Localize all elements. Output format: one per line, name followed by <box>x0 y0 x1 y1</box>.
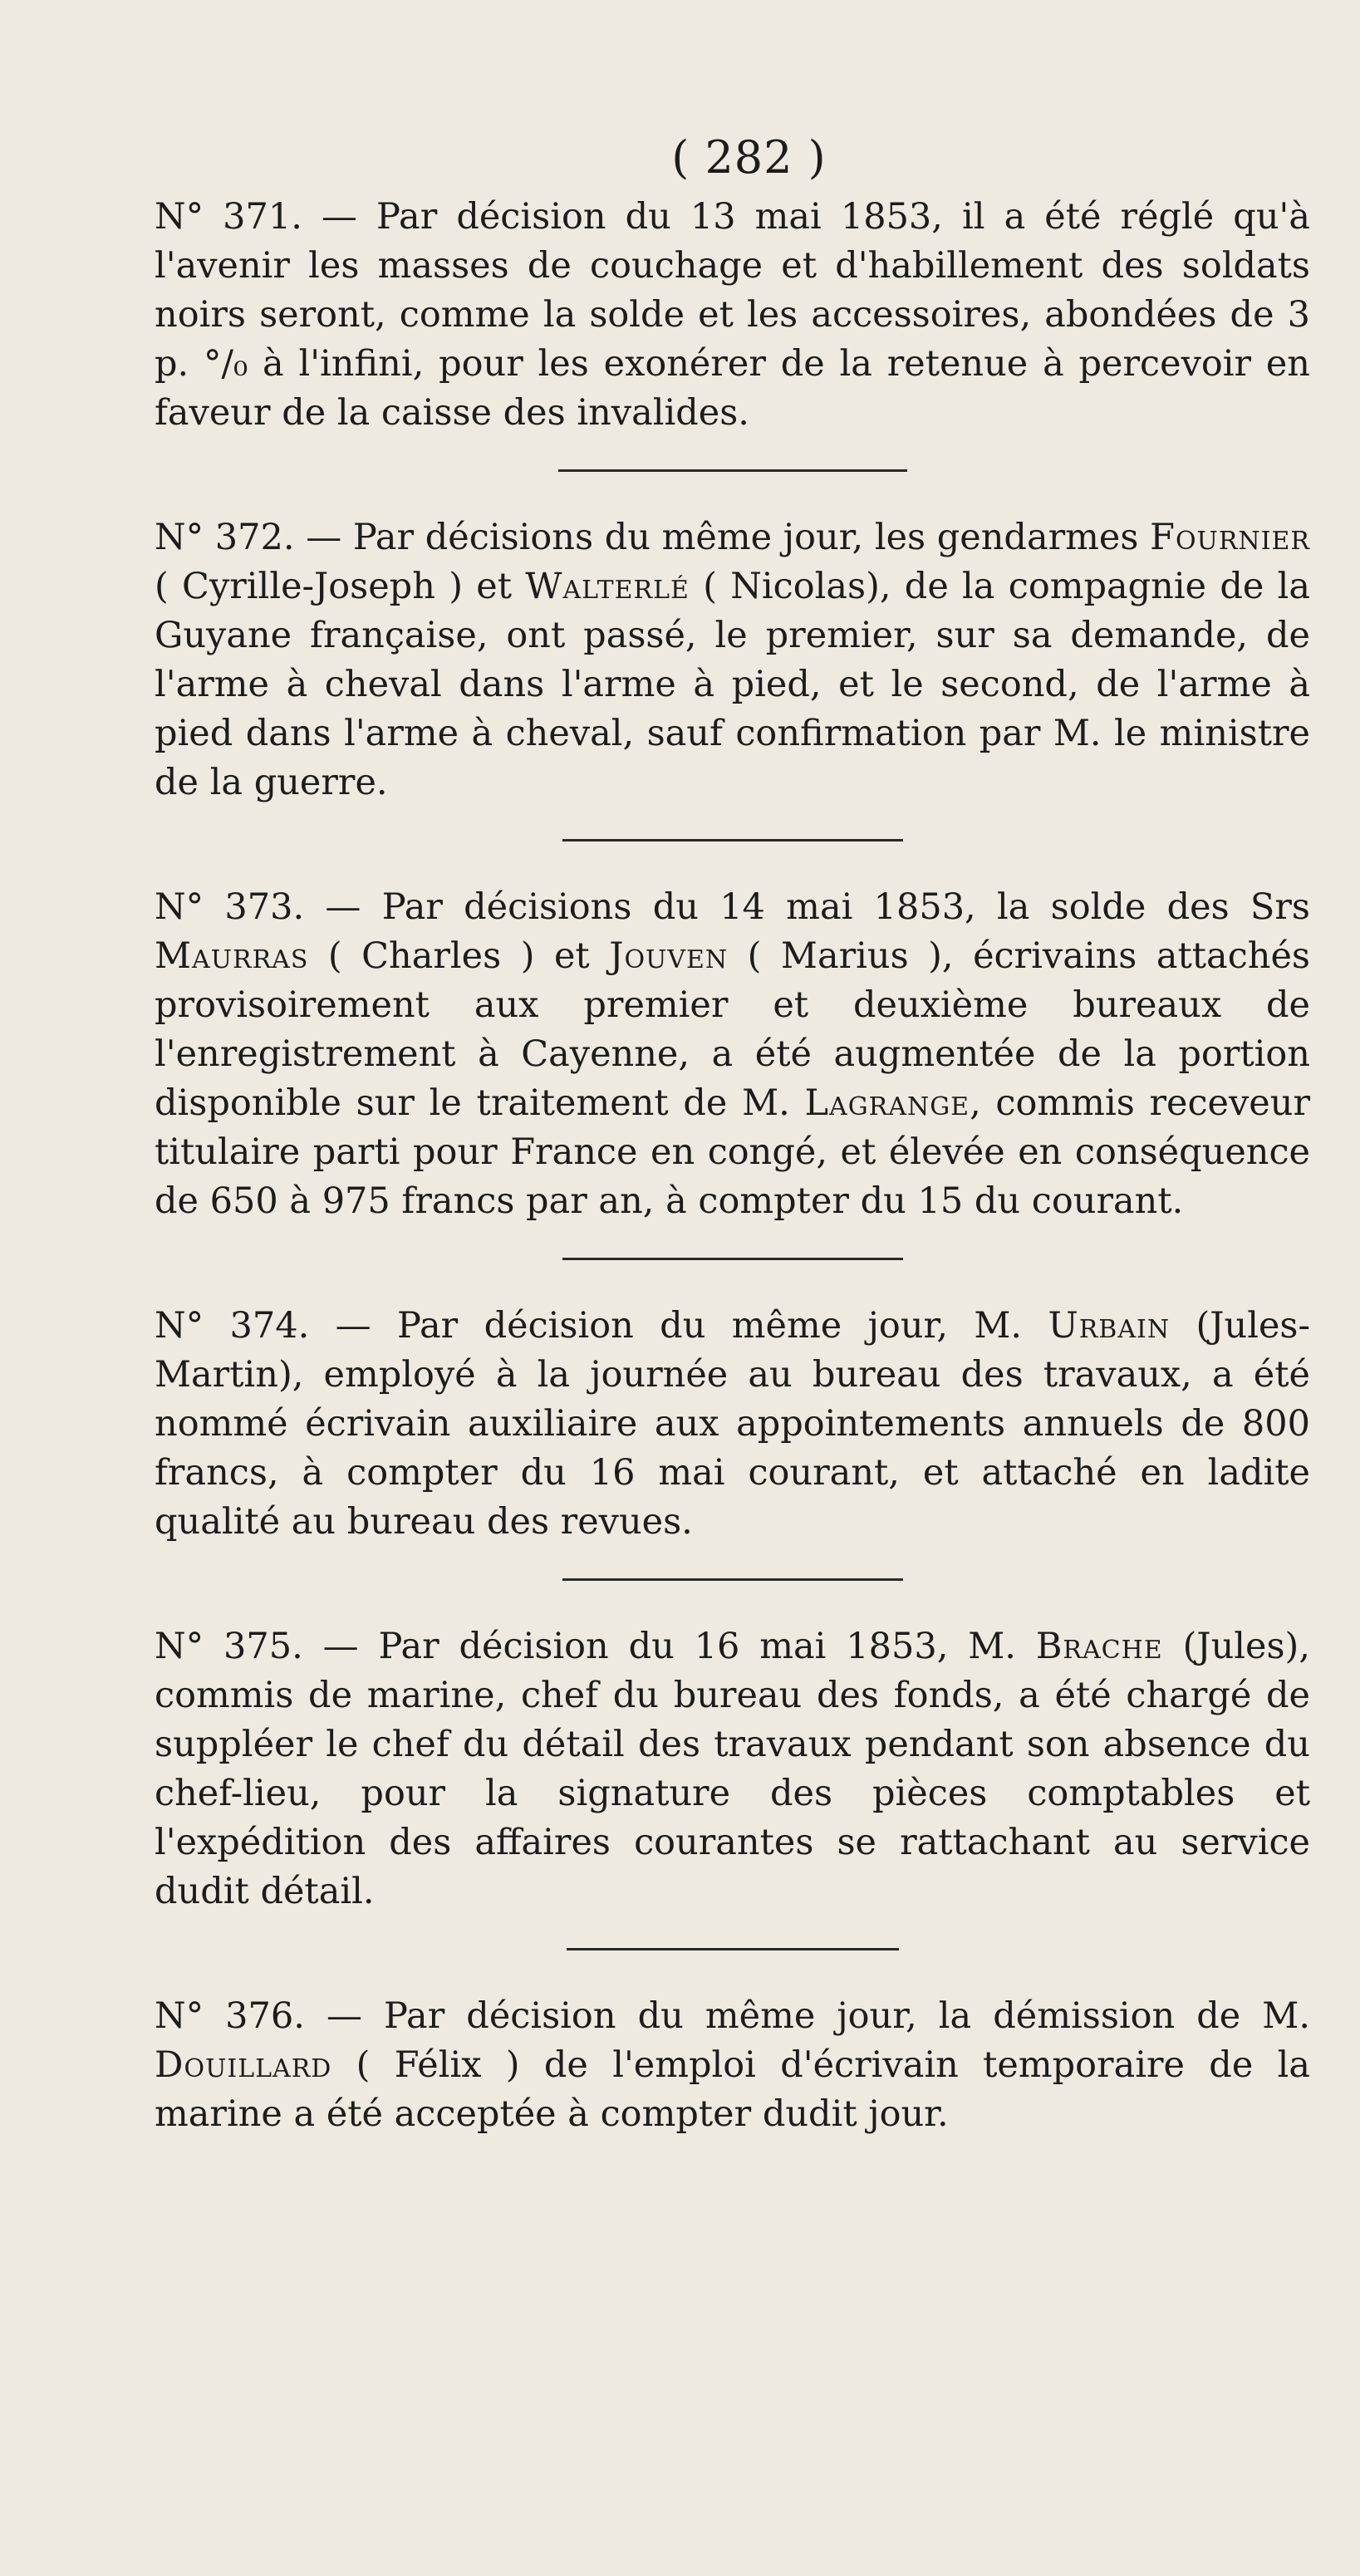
entry-text: — Par décision du même jour, M. <box>335 1305 1048 1347</box>
entry-376 <box>155 1992 1310 2139</box>
entry-text: ( Marius ), écrivains attachés provisoirement aux premier et deuxième bureaux de l'enregistrement à Cayenne, a été augmentée de la portion disponible sur le traitement de M. <box>155 935 1310 1124</box>
entry-text: , commis receveur titulaire parti pour France en congé, et élevée en conséquence de 650 à 975 francs par an, à compter du 15 du courant. <box>155 1082 1310 1222</box>
entry-text: — Par décision du 13 mai 1853, il a été réglé qu'à l'avenir les masses de couchage et d'habillement des soldats noirs seront, comme la solde et les accessoires, abondées de 3 p. °/₀ à l'infini, pour les exonérer de la retenue à percevoir en faveur de la caisse des invalides. <box>155 196 1310 434</box>
person-name: Brache <box>1035 1626 1163 1667</box>
entry-text: ( Nicolas), de la compagnie de la Guyane française, ont passé, le premier, sur sa demande, de l'arme à cheval dans l'arme à pied, et le second, de l'arme à pied dans l'arme à cheval, sauf confirmation par M. le ministre de la guerre. <box>155 566 1310 803</box>
entry-text: (Jules-Martin), employé à la journée au bureau des travaux, a été nommé écrivain auxiliaire aux appointements annuels de 800 francs, à compter du 16 mai courant, et attaché en ladite qualité au bureau des revues. <box>155 1305 1311 1543</box>
person-name: Jouven <box>609 935 729 977</box>
entry-text: ( Félix ) de l'emploi d'écrivain temporaire de la marine a été acceptée à compter dudit jour. <box>155 2044 1310 2135</box>
person-name: Fournier <box>1150 517 1310 558</box>
entry-375 <box>155 1622 1310 1916</box>
separator-rule <box>567 1948 899 1950</box>
entry-371 <box>155 193 1310 438</box>
entry-number: N° 374. <box>155 1305 310 1347</box>
person-name: Urbain <box>1048 1305 1171 1347</box>
person-name: Walterlé <box>525 566 690 607</box>
separator-rule <box>562 1578 903 1581</box>
separator-rule <box>562 1258 903 1260</box>
entry-372 <box>155 513 1310 807</box>
entry-text: ( Charles ) et <box>308 935 610 977</box>
entry-number: N° 371. <box>155 196 302 238</box>
person-name: Maurras <box>155 935 309 977</box>
entry-number: N° 373. <box>155 886 305 928</box>
entry-text: (Jules), commis de marine, chef du bureau des fonds, a été chargé de suppléer le chef du détail des travaux pendant son absence du chef-lieu, pour la signature des pièces comptables et l'expédition des affaires courantes se rattachant au service dudit détail. <box>155 1626 1310 1912</box>
separator-rule <box>562 839 903 841</box>
entry-text: ( Cyrille-Joseph ) et <box>155 566 526 607</box>
person-name: Lagrange <box>804 1082 970 1124</box>
entry-text: — Par décisions du 14 mai 1853, la solde des Srs <box>325 886 1310 928</box>
separator-rule <box>558 469 907 472</box>
entry-text: — Par décision du même jour, la démission de M. <box>326 1995 1310 2037</box>
entry-text: — Par décision du 16 mai 1853, M. <box>322 1626 1036 1667</box>
person-name: Douillard <box>155 2044 332 2086</box>
entry-number: N° 375. <box>155 1626 303 1667</box>
page-number: ( 282 ) <box>671 131 827 184</box>
entry-373 <box>155 883 1310 1226</box>
entry-374 <box>155 1302 1310 1547</box>
entry-text: — Par décisions du même jour, les gendarmes <box>306 517 1151 558</box>
entry-number: N° 372. <box>155 517 295 558</box>
entry-number: N° 376. <box>155 1995 305 2037</box>
